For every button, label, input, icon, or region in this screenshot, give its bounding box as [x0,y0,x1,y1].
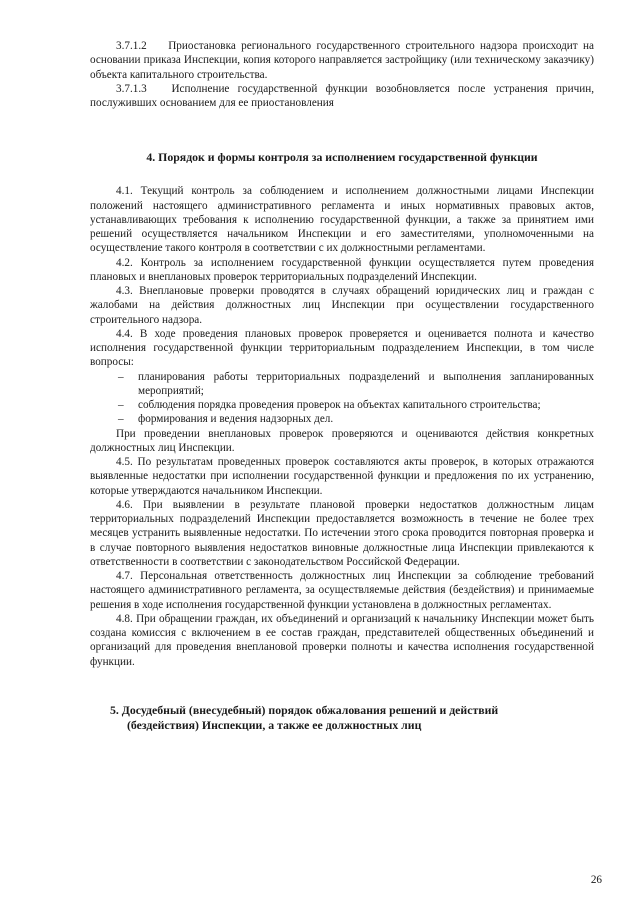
paragraph-4-4: 4.4. В ходе проведения плановых проверок проверяется и оценивается полнота и качество исполнения государственной функции территориальным подразделением Инспекции, в том числе вопросы: [90,327,594,369]
list-item-text: соблюдения порядка проведения проверок на объектах капитального строительства; [138,399,541,411]
list-item [90,412,594,426]
paragraph-unscheduled-checks: При проведении внеплановых проверок проверяются и оцениваются действия конкретных должностных лиц Инспекции. [90,427,594,454]
section-5-heading [90,703,594,733]
paragraph-3-7-1-3: 3.7.1.3 Исполнение государственной функции возобновляется после устранения причин, послуживших основанием для ее приостановления [90,82,594,109]
paragraph-4-5: 4.5. По результатам проведенных проверок составляются акты проверок, в которых отражаются выявленные недостатки при исполнении государственной функции и предложения по их устранению, которые утверждаются начальником Инспекции. [90,456,594,497]
section-5-heading-line1: 5. Досудебный (внесудебный) порядок обжалования решений и действий [110,702,499,717]
list-item [90,370,594,399]
list-item-text: планирования работы территориальных подразделений и выполнения запланированных мероприятий; [138,370,594,397]
list-item-text: формирования и ведения надзорных дел. [138,413,334,426]
paragraph-4-7: 4.7. Персональная ответственность должностных лиц Инспекции за соблюдение требований настоящего административного регламента, за осуществляемые действия (бездействия) и принимаемые решения в ходе исполнения государственной функции установлена в должностных регламентах. [90,570,594,611]
list-item [90,398,594,412]
page-content [90,39,594,733]
paragraph-4-6: 4.6. При выявлении в результате плановой проверки недостатков должностным лицам территориальных подразделений Инспекции предоставляется возможность в течение не более трех месяцев устранить выявленные недостатки. По истечении этого срока проводится повторная проверка и в случае повторного выявления недостатков виновные должностные лица Инспекции привлекаются к ответственности в соответствии с законодательством Российской Федерации. [90,498,594,568]
section-4-heading: 4. Порядок и формы контроля за исполнением государственной функции [146,150,538,165]
paragraph-4-3: 4.3. Внеплановые проверки проводятся в случаях обращений юридических лиц и граждан с жалобами на действия должностных лиц Инспекции при осуществлении государственного строительного надзора. [90,285,594,326]
dash-marker: – [118,399,124,411]
section-5-heading-line2: (бездействия) Инспекции, а также ее должностных лиц [127,717,422,732]
paragraph-4-2: 4.2. Контроль за исполнением государственной функции осуществляется путем проведения плановых и внеплановых проверок территориальных подразделений Инспекции. [90,256,594,283]
paragraph-3-7-1-2: 3.7.1.2 Приостановка регионального государственного строительного надзора происходит на основании приказа Инспекции, копия которого направляется застройщику (или техническому заказчику) объекта капитального строительства. [90,40,594,81]
paragraph-4-8: 4.8. При обращении граждан, их объединений и организаций к начальнику Инспекции может быть создана комиссия с включением в ее состав граждан, представителей общественных объединений и организаций для проведения внеплановой проверки полноты и качества исполнения государственной функции. [90,612,594,668]
dash-marker: – [118,413,124,426]
page-number: 26 [590,874,602,886]
inspection-questions-list [90,370,594,427]
dash-marker: – [118,370,124,383]
paragraph-4-1: 4.1. Текущий контроль за соблюдением и исполнением должностными лицами Инспекции положений настоящего административного регламента и иных нормативных правовых актов, устанавливающих требования к исполнению государственной функции, а также за принятием ими решений осуществляется начальником Инспекции и его заместителями, уполномоченными на осуществление такого контроля в соответствии с их должностными регламентами. [90,185,594,255]
